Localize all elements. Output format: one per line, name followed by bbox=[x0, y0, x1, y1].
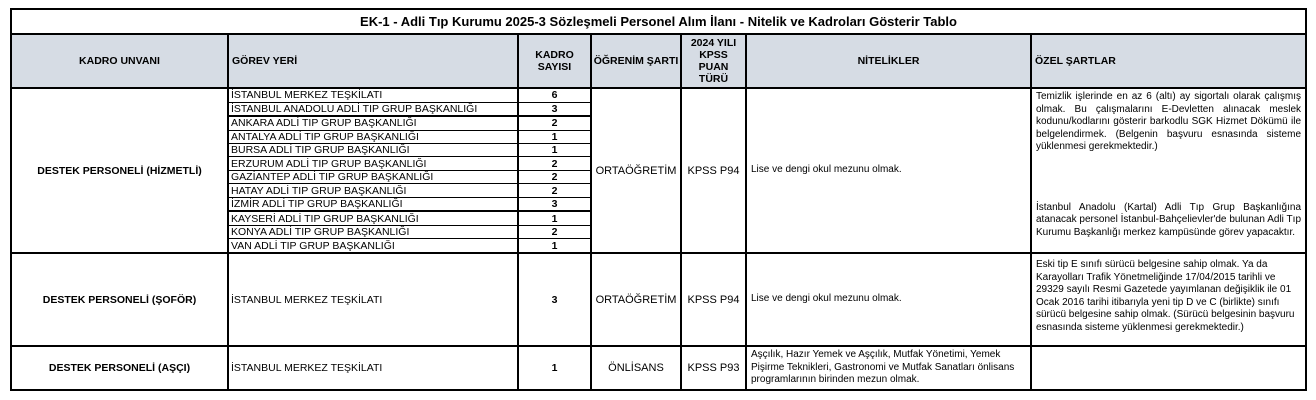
cell-ogrenim-sarti: ORTAÖĞRETİM bbox=[591, 88, 681, 253]
cell-ozel-sartlar bbox=[1031, 88, 1306, 253]
ozel-sartlar-paragraphs bbox=[1036, 91, 1301, 250]
cell-gorev-yeri: BURSA ADLİ TIP GRUP BAŞKANLIĞI bbox=[228, 143, 518, 156]
cell-gorev-yeri: ERZURUM ADLİ TIP GRUP BAŞKANLIĞI bbox=[228, 157, 518, 170]
kadro-table bbox=[10, 8, 1307, 391]
cell-kadro-unvani: DESTEK PERSONELİ (ŞOFÖR) bbox=[11, 253, 228, 346]
col-header-nitelikler: NİTELİKLER bbox=[746, 34, 1031, 88]
cell-gorev-yeri: HATAY ADLİ TIP GRUP BAŞKANLIĞI bbox=[228, 184, 518, 197]
cell-kadro-sayisi: 1 bbox=[518, 239, 591, 253]
cell-kpss-puan-turu: KPSS P94 bbox=[681, 88, 746, 253]
col-header-ogrenim-sarti: ÖĞRENİM ŞARTI bbox=[591, 34, 681, 88]
col-header-ozel-sartlar: ÖZEL ŞARTLAR bbox=[1031, 34, 1306, 88]
cell-kadro-sayisi: 2 bbox=[518, 184, 591, 197]
cell-ozel-sartlar bbox=[1031, 346, 1306, 390]
table-row bbox=[11, 253, 1306, 346]
cell-gorev-yeri: ANTALYA ADLİ TIP GRUP BAŞKANLIĞI bbox=[228, 130, 518, 143]
cell-ozel-sartlar: Eski tip E sınıfı sürücü belgesine sahip olmak. Ya da Karayolları Trafik Yönetmeliğinde 17/04/2015 tarihli ve 29329 sayılı Resmi Gazetede yayımlanan değişiklik ile 01 Ocak 2016 tarihi itibarıyla yeni tip D ve C (birlikte) sınıfı sürücü belgesine sahip olmak. (Sürücü belgesinin başvuru esnasında sisteme yüklenmesi gerekmektedir.) bbox=[1031, 253, 1306, 346]
cell-kadro-sayisi: 1 bbox=[518, 143, 591, 156]
cell-kadro-sayisi: 2 bbox=[518, 116, 591, 130]
table-title: EK-1 - Adli Tıp Kurumu 2025-3 Sözleşmeli Personel Alım İlanı - Nitelik ve Kadroları Gösterir Tablo bbox=[11, 9, 1306, 34]
cell-kadro-sayisi: 3 bbox=[518, 197, 591, 211]
cell-gorev-yeri: İZMİR ADLİ TIP GRUP BAŞKANLIĞI bbox=[228, 197, 518, 211]
col-header-kadro-unvani: KADRO UNVANI bbox=[11, 34, 228, 88]
cell-kadro-sayisi: 2 bbox=[518, 170, 591, 183]
table-row bbox=[11, 346, 1306, 390]
cell-nitelikler: Aşçılık, Hazır Yemek ve Aşçılık, Mutfak Yönetimi, Yemek Pişirme Teknikleri, Gastronomi ve Mutfak Sanatları önlisans programlarının birinden mezun olmak. bbox=[746, 346, 1031, 390]
cell-kadro-sayisi: 6 bbox=[518, 88, 591, 102]
cell-kadro-sayisi: 2 bbox=[518, 225, 591, 238]
cell-gorev-yeri: İSTANBUL MERKEZ TEŞKİLATI bbox=[228, 346, 518, 390]
cell-kadro-unvani: DESTEK PERSONELİ (AŞÇI) bbox=[11, 346, 228, 390]
cell-kadro-unvani: DESTEK PERSONELİ (HİZMETLİ) bbox=[11, 88, 228, 253]
cell-gorev-yeri: VAN ADLİ TIP GRUP BAŞKANLIĞI bbox=[228, 239, 518, 253]
cell-gorev-yeri: İSTANBUL MERKEZ TEŞKİLATI bbox=[228, 88, 518, 102]
cell-nitelikler: Lise ve dengi okul mezunu olmak. bbox=[746, 88, 1031, 253]
cell-ogrenim-sarti: ÖNLİSANS bbox=[591, 346, 681, 390]
cell-kadro-sayisi: 1 bbox=[518, 346, 591, 390]
table-row bbox=[11, 9, 1306, 34]
cell-gorev-yeri: İSTANBUL ANADOLU ADLİ TIP GRUP BAŞKANLIĞI bbox=[228, 102, 518, 116]
cell-gorev-yeri: ANKARA ADLİ TIP GRUP BAŞKANLIĞI bbox=[228, 116, 518, 130]
col-header-kadro-sayisi: KADRO SAYISI bbox=[518, 34, 591, 88]
cell-nitelikler: Lise ve dengi okul mezunu olmak. bbox=[746, 253, 1031, 346]
ozel-sartlar-paragraph-1: Temizlik işlerinde en az 6 (altı) ay sigortalı olarak çalışmış olmak. Bu çalışmalarını E-Devletten alınacak meslek kodunu/kodlarını gösterir barkodlu SGK Hizmet Dökümü ile belgelendirmek. (Belgenin başvuru esnasında sisteme yüklenmesi gerekmektedir.) bbox=[1036, 91, 1302, 152]
table-row bbox=[11, 88, 1306, 102]
cell-kadro-sayisi: 1 bbox=[518, 211, 591, 225]
col-header-kpss-puan-turu: 2024 YILI KPSS PUAN TÜRÜ bbox=[681, 34, 746, 88]
cell-gorev-yeri: KAYSERİ ADLİ TIP GRUP BAŞKANLIĞI bbox=[228, 211, 518, 225]
cell-gorev-yeri: GAZİANTEP ADLİ TIP GRUP BAŞKANLIĞI bbox=[228, 170, 518, 183]
cell-kadro-sayisi: 3 bbox=[518, 102, 591, 116]
cell-kadro-sayisi: 3 bbox=[518, 253, 591, 346]
cell-ogrenim-sarti: ORTAÖĞRETİM bbox=[591, 253, 681, 346]
cell-gorev-yeri: İSTANBUL MERKEZ TEŞKİLATI bbox=[228, 253, 518, 346]
ozel-sartlar-paragraph-2: İstanbul Anadolu (Kartal) Adli Tıp Grup Başkanlığına atanacak personel İstanbul-Bahçelievler'de bulunan Adli Tıp Kurumu Başkanlığı merkez kampüsünde görev yapacaktır. bbox=[1036, 201, 1302, 238]
cell-kpss-puan-turu: KPSS P94 bbox=[681, 253, 746, 346]
cell-kpss-puan-turu: KPSS P93 bbox=[681, 346, 746, 390]
cell-kadro-sayisi: 1 bbox=[518, 130, 591, 143]
cell-kadro-sayisi: 2 bbox=[518, 157, 591, 170]
col-header-gorev-yeri: GÖREV YERİ bbox=[228, 34, 518, 88]
cell-gorev-yeri: KONYA ADLİ TIP GRUP BAŞKANLIĞI bbox=[228, 225, 518, 238]
table-header-row bbox=[11, 34, 1306, 88]
